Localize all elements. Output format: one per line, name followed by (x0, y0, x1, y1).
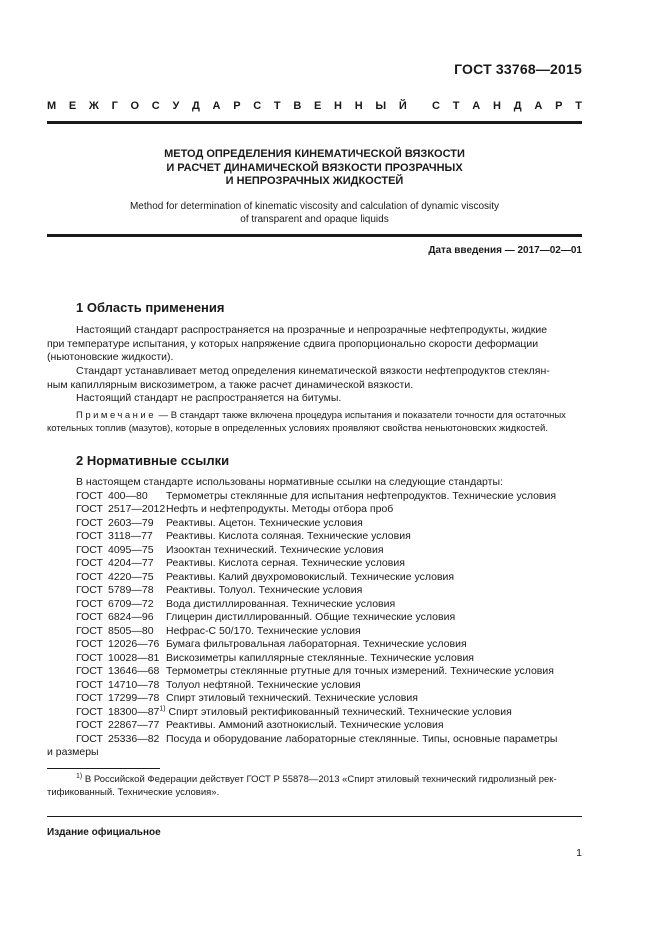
banner-letter: Д (513, 100, 522, 112)
banner-letter: С (432, 100, 440, 112)
banner-letter: С (253, 100, 262, 112)
reference-title: Спирт этиловый ректификованный технический. Технические условия (168, 705, 512, 718)
reference-title: Реактивы. Толуол. Технические условия (166, 584, 363, 596)
banner-letter: Ы (375, 100, 387, 112)
reference-title: Реактивы. Кислота соляная. Технические условия (166, 530, 411, 542)
reference-row (47, 557, 582, 571)
section-1-heading: 1 Область применения (76, 300, 225, 315)
reference-title: Изооктан технический. Технические условия (166, 543, 384, 556)
introduction-date: Дата введения — 2017—02—01 (428, 245, 582, 256)
banner-letter: Е (314, 100, 322, 112)
reference-number: 13646—68 (108, 665, 160, 677)
reference-code: ГОСТ (76, 678, 103, 691)
reference-code: ГОСТ (76, 611, 103, 623)
reference-title: Термометры стеклянные ртутные для точных измерений. Технические условия (166, 665, 554, 677)
reference-title: Нефть и нефтепродукты. Методы отбора проб (166, 503, 394, 515)
banner-letter: Н (354, 100, 363, 112)
reference-code: ГОСТ (76, 570, 103, 583)
banner-letter: А (472, 100, 481, 112)
reference-number: 4220—75 (108, 570, 154, 583)
reference-number: 6709—72 (108, 597, 154, 610)
reference-row (47, 665, 582, 679)
reference-row (47, 679, 582, 693)
banner-letter: В (293, 100, 302, 112)
reference-row (47, 638, 582, 652)
reference-number: 18300—87 (108, 705, 160, 718)
reference-title: Нефрас-С 50/170. Технические условия (166, 624, 361, 637)
s1-p1-line-1: Настоящий стандарт распространяется на прозрачные и непрозрачные нефтепродукты, жидкие (76, 324, 548, 336)
footer-rule (47, 816, 582, 817)
reference-number: 14710—78 (108, 678, 160, 691)
reference-title: Посуда и оборудование лабораторные стеклянные. Типы, основные параметры (166, 732, 558, 745)
reference-row (47, 544, 582, 558)
reference-row (47, 692, 582, 706)
s1-p3: Настоящий стандарт не распространяется на битумы. (76, 392, 342, 404)
reference-number: 5789—78 (108, 584, 154, 596)
s1-p2-line-2: ным капиллярным вискозиметром, а также расчет динамической вязкости. (47, 378, 414, 391)
normative-references-list (47, 476, 582, 760)
banner-letter: Р (555, 100, 563, 112)
reference-row (47, 571, 582, 585)
standard-code: ГОСТ 33768—2015 (454, 61, 582, 77)
official-edition-label: Издание официальное (47, 827, 161, 838)
reference-number: 22867—77 (108, 719, 160, 731)
banner-letter: Е (68, 100, 77, 112)
reference-code: ГОСТ (76, 624, 103, 637)
reference-code: ГОСТ (76, 489, 103, 502)
note-line-1: — В стандарт также включена процедура испытания и показатели точности для остаточных (156, 410, 566, 421)
banner-letter: Т (273, 100, 281, 112)
reference-row (47, 598, 582, 612)
reference-number: 17299—78 (108, 692, 160, 704)
reference-code: ГОСТ (76, 503, 103, 515)
banner-letter: Д (192, 100, 200, 112)
banner-letter: А (534, 100, 543, 112)
banner-letter: Т (575, 100, 582, 112)
reference-row (47, 611, 582, 625)
reference-title: Глицерин дистиллированный. Общие технические условия (166, 611, 456, 623)
reference-row (47, 530, 582, 544)
reference-code: ГОСТ (76, 651, 103, 664)
last-reference-continuation: и размеры (47, 746, 99, 758)
title-ru-line-2: И РАСЧЕТ ДИНАМИЧЕСКОЙ ВЯЗКОСТИ ПРОЗРАЧНЫХ (166, 161, 463, 174)
reference-row (47, 733, 582, 747)
banner-letter: С (151, 100, 160, 112)
banner-word-standard (432, 100, 582, 112)
reference-code: ГОСТ (76, 692, 103, 704)
reference-code: ГОСТ (76, 530, 103, 542)
reference-title: Толуол нефтяной. Технические условия (166, 678, 361, 691)
banner-letter: А (212, 100, 221, 112)
footnote-line-2: тификованный. Технические условия». (47, 786, 220, 798)
interstate-standard-banner (47, 100, 582, 112)
section-1-paragraph-1 (47, 324, 582, 365)
banner-letter: М (47, 100, 57, 112)
reference-code: ГОСТ (76, 719, 103, 731)
title-russian (47, 148, 582, 189)
footnote-mark: 1) (76, 772, 83, 780)
reference-row (47, 503, 582, 517)
footnote-separator (47, 768, 160, 769)
s1-p1-line-2: при температуре испытания, у которых напряжение сдвига пропорционально скорости деформации (47, 337, 539, 350)
footnote (47, 774, 582, 799)
reference-row (47, 719, 582, 733)
reference-number: 4095—75 (108, 543, 154, 556)
page-number: 1 (576, 847, 582, 859)
reference-row (47, 490, 582, 504)
top-thick-rule (47, 121, 582, 124)
reference-number: 25336—82 (108, 732, 160, 745)
section-1-paragraph-2 (47, 365, 582, 406)
banner-letter: Р (233, 100, 241, 112)
banner-letter: Т (452, 100, 460, 112)
reference-number: 12026—76 (108, 638, 160, 650)
reference-title: Вискозиметры капиллярные стеклянные. Технические условия (166, 651, 474, 664)
reference-footnote-mark: 1) (159, 705, 166, 712)
reference-number: 10028—81 (108, 651, 160, 664)
reference-code: ГОСТ (76, 584, 103, 596)
section-1-note (47, 410, 582, 435)
reference-title: Реактивы. Кислота серная. Технические условия (166, 557, 405, 569)
reference-code: ГОСТ (76, 543, 103, 556)
reference-code: ГОСТ (76, 665, 103, 677)
reference-code: ГОСТ (76, 638, 103, 650)
banner-letter: Г (111, 100, 118, 112)
reference-code: ГОСТ (76, 516, 103, 529)
references-intro: В настоящем стандарте использованы нормативные ссылки на следующие стандарты: (76, 476, 503, 488)
reference-title: Вода дистиллированная. Технические условия (166, 597, 396, 610)
s1-p1-line-3: (ньютоновские жидкости). (47, 351, 174, 363)
banner-word-interstate (47, 100, 407, 112)
reference-title: Бумага фильтровальная лабораторная. Технические условия (166, 638, 467, 650)
reference-title: Реактивы. Аммоний азотнокислый. Технические условия (166, 719, 444, 731)
banner-letter: Ж (88, 100, 99, 112)
reference-number: 3118—77 (108, 530, 153, 542)
reference-number: 2603—79 (108, 516, 154, 529)
reference-number: 6824—96 (108, 611, 154, 623)
title-english (47, 200, 582, 226)
reference-code: ГОСТ (76, 732, 103, 745)
banner-letter: У (172, 100, 180, 112)
banner-letter: О (130, 100, 140, 112)
reference-title: Термометры стеклянные для испытания нефтепродуктов. Технические условия (166, 489, 557, 502)
reference-row (47, 706, 582, 720)
reference-row (47, 652, 582, 666)
title-en-line-1: Method for determination of kinematic viscosity and calculation of dynamic viscosity (129, 201, 500, 212)
reference-code: ГОСТ (76, 705, 103, 718)
banner-letter: Н (492, 100, 501, 112)
banner-letter: Й (398, 100, 407, 112)
title-ru-line-1: МЕТОД ОПРЕДЕЛЕНИЯ КИНЕМАТИЧЕСКОЙ ВЯЗКОСТИ (164, 148, 465, 160)
reference-number: 400—80 (108, 489, 148, 502)
reference-number: 8505—80 (108, 624, 154, 637)
title-bottom-thick-rule (47, 234, 582, 237)
reference-title: Реактивы. Калий двухромовокислый. Технические условия (166, 570, 455, 583)
footnote-line-1: В Российской Федерации действует ГОСТ Р 55878—2013 «Спирт этиловый технический гидролизный рек- (82, 774, 557, 785)
reference-number: 2517—2012 (108, 503, 166, 515)
reference-row (47, 625, 582, 639)
note-line-2: котельных топлив (мазутов), которые в определенных условиях проявляют свойства неньютоновских жидкостей. (47, 422, 548, 434)
note-label: Примечание (76, 410, 156, 421)
reference-title: Спирт этиловый технический. Технические условия (166, 692, 418, 704)
section-2-heading: 2 Нормативные ссылки (76, 453, 230, 468)
title-ru-line-3: И НЕПРОЗРАЧНЫХ ЖИДКОСТЕЙ (225, 175, 404, 187)
reference-number: 4204—77 (108, 557, 154, 569)
reference-row (47, 584, 582, 598)
reference-code: ГОСТ (76, 557, 103, 569)
reference-row (47, 517, 582, 531)
banner-letter: Н (334, 100, 342, 112)
reference-code: ГОСТ (76, 597, 103, 610)
s1-p2-line-1: Стандарт устанавливает метод определения кинематической вязкости нефтепродуктов стеклян- (76, 365, 550, 377)
title-en-line-2: of transparent and opaque liquids (240, 214, 389, 225)
reference-title: Реактивы. Ацетон. Технические условия (166, 516, 363, 529)
